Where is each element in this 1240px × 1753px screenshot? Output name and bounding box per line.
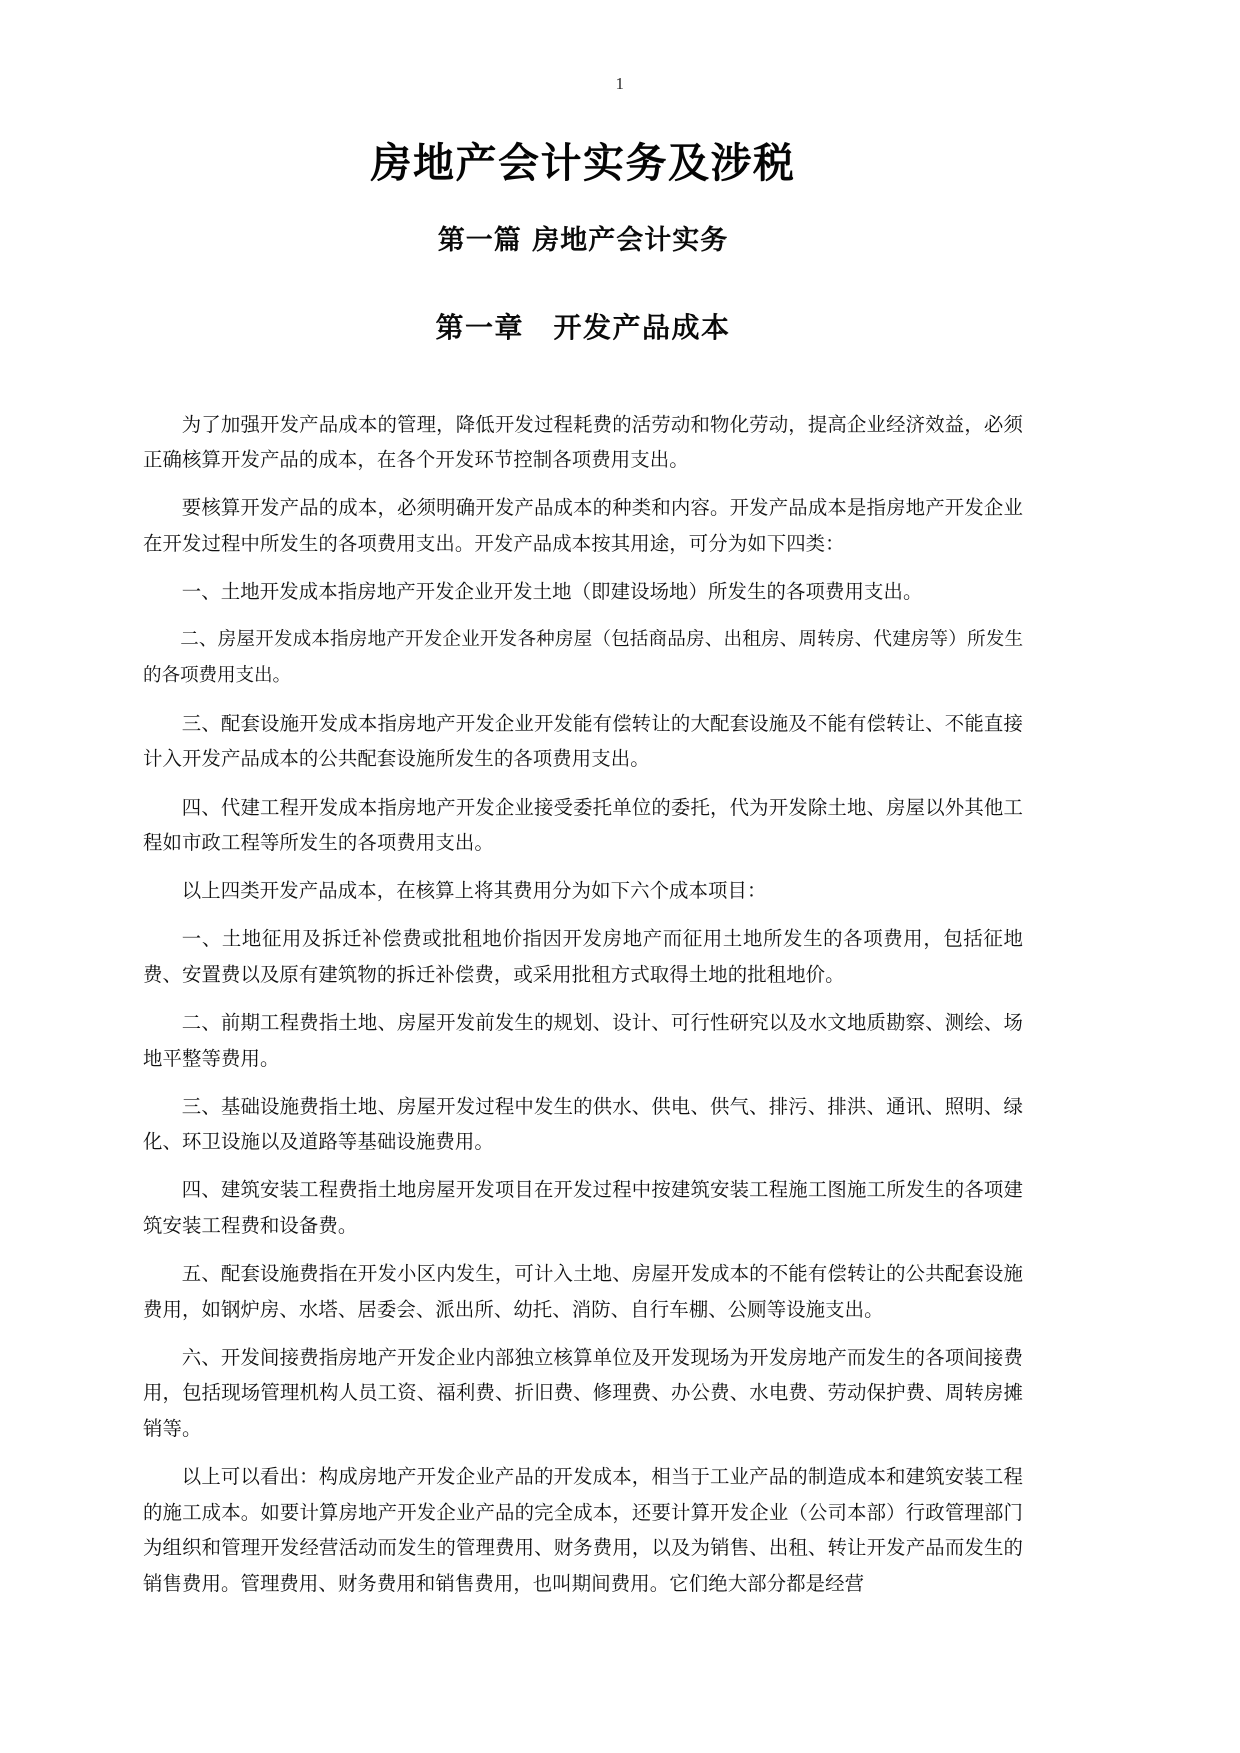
paragraph-category-3: 三、配套设施开发成本指房地产开发企业开发能有偿转让的大配套设施及不能有偿转让、不能直接计入开发产品成本的公共配套设施所发生的各项费用支出。	[143, 711, 1023, 771]
paragraph-category-2: 二、房屋开发成本指房地产开发企业开发各种房屋（包括商品房、出租房、周转房、代建房等）所发生的各项费用支出。	[143, 629, 1023, 686]
page-number: 1	[615, 74, 625, 93]
document-title: 房地产会计实务及涉税	[370, 139, 796, 187]
paragraph-item-6: 六、开发间接费指房地产开发企业内部独立核算单位及开发现场为开发房地产而发生的各项间接费用，包括现场管理机构人员工资、福利费、折旧费、修理费、办公费、水电费、劳动保护费、周转房摊销等。	[143, 1345, 1023, 1440]
body-text	[143, 407, 1023, 1602]
paragraph-category-1: 一、土地开发成本指房地产开发企业开发土地（即建设场地）所发生的各项费用支出。	[181, 580, 923, 604]
page-running-header	[0, 74, 1240, 94]
chapter-heading: 第一章 开发产品成本	[435, 311, 731, 345]
page-content	[143, 120, 1023, 1601]
paragraph-intro-2: 要核算开发产品的成本，必须明确开发产品成本的种类和内容。开发产品成本是指房地产开发企业在开发过程中所发生的各项费用支出。开发产品成本按其用途，可分为如下四类：	[143, 496, 1023, 556]
paragraph-item-3: 三、基础设施费指土地、房屋开发过程中发生的供水、供电、供气、排污、排洪、通讯、照明、绿化、环卫设施以及道路等基础设施费用。	[143, 1094, 1023, 1154]
paragraph-item-4: 四、建筑安装工程费指土地房屋开发项目在开发过程中按建筑安装工程施工图施工所发生的各项建筑安装工程费和设备费。	[143, 1178, 1023, 1238]
part-heading: 第一篇 房地产会计实务	[437, 225, 729, 257]
paragraph-item-5: 五、配套设施费指在开发小区内发生，可计入土地、房屋开发成本的不能有偿转让的公共配套设施费用，如钢炉房、水塔、居委会、派出所、幼托、消防、自行车棚、公厕等设施支出。	[143, 1262, 1023, 1321]
paragraph-intro-1: 为了加强开发产品成本的管理，降低开发过程耗费的活劳动和物化劳动，提高企业经济效益，必须正确核算开发产品的成本，在各个开发环节控制各项费用支出。	[143, 412, 1023, 472]
paragraph-item-2: 二、前期工程费指土地、房屋开发前发生的规划、设计、可行性研究以及水文地质勘察、测绘、场地平整等费用。	[143, 1011, 1023, 1070]
paragraph-item-1: 一、土地征用及拆迁补偿费或批租地价指因开发房地产而征用土地所发生的各项费用，包括征地费、安置费以及原有建筑物的拆迁补偿费，或采用批租方式取得土地的批租地价。	[143, 927, 1023, 986]
paragraph-items-lead: 以上四类开发产品成本，在核算上将其费用分为如下六个成本项目：	[181, 879, 767, 903]
paragraph-category-4: 四、代建工程开发成本指房地产开发企业接受委托单位的委托，代为开发除土地、房屋以外其他工程如市政工程等所发生的各项费用支出。	[143, 795, 1023, 855]
paragraph-summary: 以上可以看出：构成房地产开发企业产品的开发成本，相当于工业产品的制造成本和建筑安装工程的施工成本。如要计算房地产开发企业产品的完全成本，还要计算开发企业（公司本部）行政管理部门为组织和管理开发经营活动而发生的管理费用、财务费用，以及为销售、出租、转让开发产品而发生的销售费用。管理费用、财务费用和销售费用，也叫期间费用。它们绝大部分都是经营	[143, 1465, 1023, 1595]
